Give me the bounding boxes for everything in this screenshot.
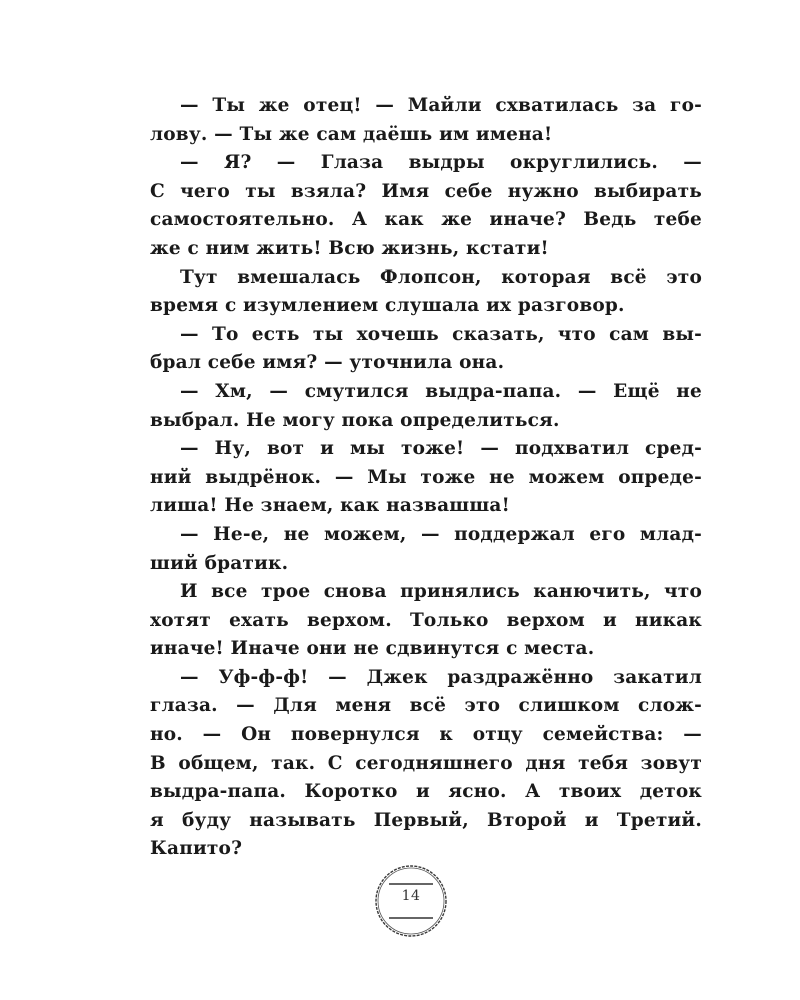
text-line: ний выдрёнок. — Мы тоже не можем опреде-: [150, 466, 702, 488]
text-line: же с ним жить! Всю жизнь, кстати!: [150, 237, 549, 259]
text-line: время с изумлением слушала их разговор.: [150, 295, 625, 317]
paragraph: [150, 92, 702, 149]
text-line: но. — Он повернулся к отцу семейства: —: [150, 724, 702, 746]
paragraph: [150, 321, 702, 378]
text-line: лову. — Ты же сам даёшь им имена!: [150, 123, 553, 145]
page-number-badge: [372, 862, 450, 940]
text-line: И все трое снова принялись канючить, что: [180, 581, 702, 603]
text-line: С чего ты взяла? Имя себе нужно выбирать: [150, 180, 702, 202]
text-line: лиша! Не знаем, как назвашша!: [150, 495, 510, 517]
text-line: ший братик.: [150, 552, 289, 574]
text-line: — Я? — Глаза выдры округлились. —: [180, 152, 702, 174]
paragraph: [150, 521, 702, 578]
text-line: хотят ехать верхом. Только верхом и никак: [150, 609, 702, 631]
text-line: иначе! Иначе они не сдвинутся с места.: [150, 638, 595, 660]
text-line: выбрал. Не могу пока определиться.: [150, 409, 560, 431]
text-line: — Ну, вот и мы тоже! — подхватил сред-: [180, 438, 702, 460]
text-line: — Ты же отец! — Майли схватилась за го-: [180, 95, 702, 116]
text-line: выдра-папа. Коротко и ясно. А твоих деток: [150, 781, 702, 803]
paragraph: [150, 578, 702, 664]
text-line: брал себе имя? — уточнила она.: [150, 352, 505, 374]
text-line: — Хм, — смутился выдра-папа. — Ещё не: [180, 380, 702, 402]
paragraph: [150, 149, 702, 263]
text-line: Тут вмешалась Флопсон, которая всё это: [180, 266, 702, 288]
text-line: — Уф-ф-ф! — Джек раздражённо закатил: [180, 666, 702, 688]
text-line: я буду называть Первый, Второй и Третий.: [150, 809, 702, 831]
text-line: Капито?: [150, 838, 243, 860]
text-line: — То есть ты хочешь сказать, что сам вы-: [180, 323, 702, 345]
paragraph: [150, 264, 702, 321]
body-text: [150, 92, 702, 864]
text-line: — Не-е, не можем, — поддержал его млад-: [180, 523, 702, 545]
text-line: В общем, так. С сегодняшнего дня тебя зовут: [150, 752, 702, 774]
text-line: самостоятельно. А как же иначе? Ведь тебе: [150, 209, 702, 231]
paragraph: [150, 435, 702, 521]
page-number: 14: [401, 888, 421, 904]
paragraph: [150, 378, 702, 435]
text-line: глаза. — Для меня всё это слишком слож-: [150, 695, 702, 717]
paragraph: [150, 664, 702, 864]
